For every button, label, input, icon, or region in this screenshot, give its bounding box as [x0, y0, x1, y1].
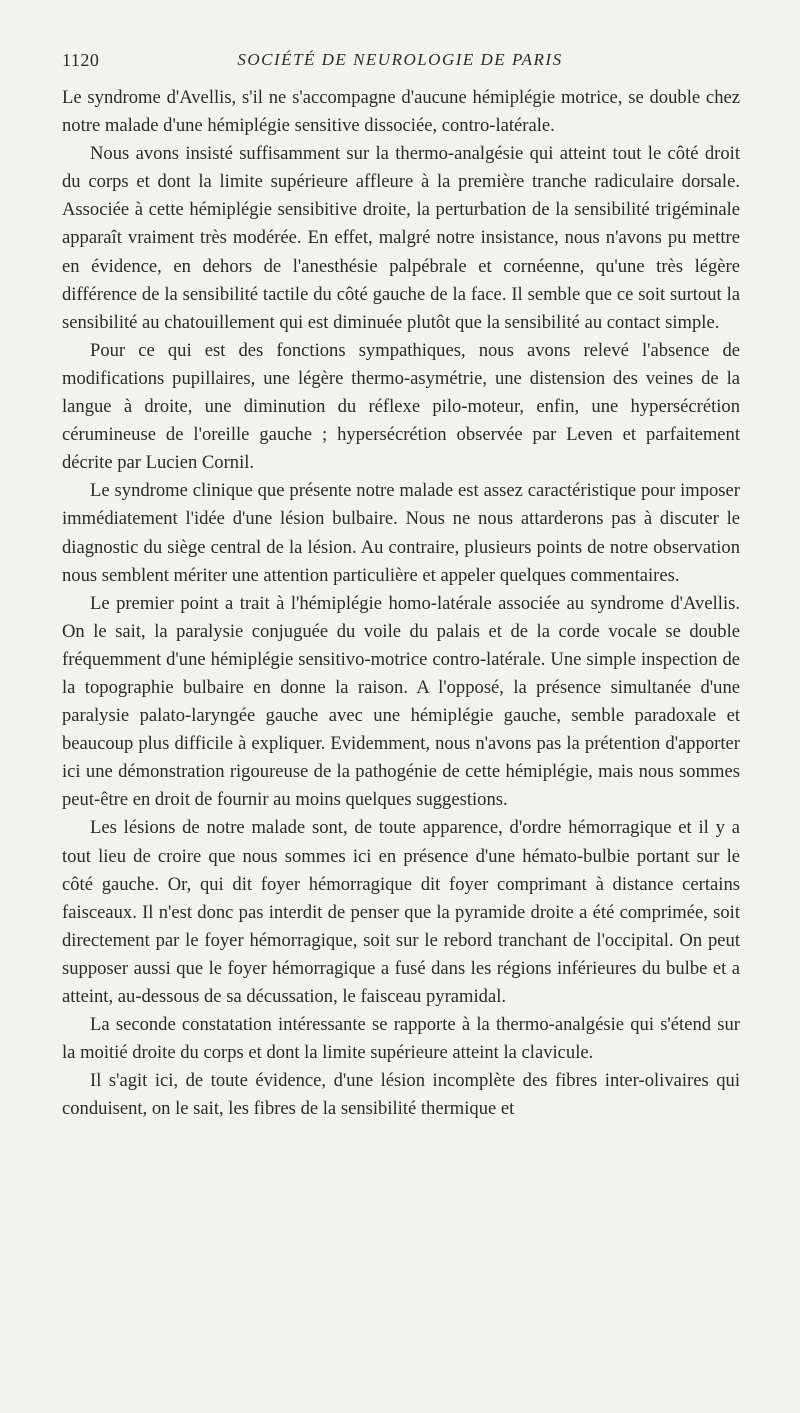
paragraph-7: La seconde constatation intéressante se rapporte à la thermo-analgésie qui s'étend sur la moitié droite du corps et dont la limite supérieure atteint la clavicule. — [62, 1014, 740, 1064]
paragraph-8: Il s'agit ici, de toute évidence, d'une lésion incomplète des fibres inter-olivaires qui conduisent, on le sait, les fibres de la sensibilité thermique et — [62, 1070, 740, 1120]
paragraph-5: Le premier point a trait à l'hémiplégie homo-latérale associée au syndrome d'Avellis. On le sait, la paralysie conjuguée du voile du palais et de la corde vocale se double fréquemment d'une hémiplégie sensitivo-motrice contro-latérale. Une simple inspection de la topographie bulbaire en donne la raison. A l'opposé, la présence simultanée d'une paralysie palato-laryngée gauche avec une hémiplégie gauche, semble paradoxale et beaucoup plus difficile à expliquer. Evidemment, nous n'avons pas la prétention d'apporter ici une démonstration rigoureuse de la pathogénie de cette hémiplégie, mais nous sommes peut-être en droit de fournir au moins quelques suggestions. — [62, 592, 740, 811]
paragraph-6: Les lésions de notre malade sont, de toute apparence, d'ordre hémorragique et il y a tout lieu de croire que nous sommes ici en présence d'une hémato-bulbie portant sur le côté gauche. Or, qui dit foyer hémorragique dit foyer comprimant à distance certains faisceaux. Il n'est donc pas interdit de penser que la pyramide droite a été comprimée, soit directement par le foyer hémorragique, soit sur le rebord tranchant de l'occipital. On peut supposer aussi que le foyer hémorragique a fusé dans les régions inférieures du bulbe et a atteint, au-dessous de sa décussation, le faisceau pyramidal. — [62, 817, 740, 1007]
journal-title: SOCIÉTÉ DE NEUROLOGIE DE PARIS — [237, 50, 563, 69]
page-number: 1120 — [62, 50, 100, 70]
paragraph-1: Le syndrome d'Avellis, s'il ne s'accompagne d'aucune hémiplégie motrice, se double chez notre malade d'une hémiplégie sensitive dissociée, contro-latérale. — [62, 87, 740, 137]
paragraph-4: Le syndrome clinique que présente notre malade est assez caractéristique pour imposer immédiatement l'idée d'une lésion bulbaire. Nous ne nous attarderons pas à discuter le diagnostic du siège central de la lésion. Au contraire, plusieurs points de notre observation nous semblent mériter une attention particulière et appeler quelques commentaires. — [62, 480, 740, 586]
running-head — [62, 50, 738, 80]
paragraph-3: Pour ce qui est des fonctions sympathiques, nous avons relevé l'absence de modifications pupillaires, une légère thermo-asymétrie, une distension des veines de la langue à droite, une diminution du réflexe pilo-moteur, enfin, une hypersécrétion cérumineuse de l'oreille gauche ; hypersécrétion observée par Leven et parfaitement décrite par Lucien Cornil. — [62, 339, 740, 474]
article-body — [62, 84, 740, 1123]
paragraph-2: Nous avons insisté suffisamment sur la thermo-analgésie qui atteint tout le côté droit du corps et dont la limite supérieure affleure à la première tranche radiculaire dorsale. Associée à cette hémiplégie sensibitive droite, la perturbation de la sensibilité trigéminale apparaît vraiment très modérée. En effet, malgré notre insistance, nous n'avons pu mettre en évidence, en dehors de l'anesthésie palpébrale et cornéenne, qu'une très légère différence de la sensibilité tactile du côté gauche de la face. Il semble que ce soit surtout la sensibilité au chatouillement qui est diminuée plutôt que la sensibilité au contact simple. — [62, 143, 740, 333]
